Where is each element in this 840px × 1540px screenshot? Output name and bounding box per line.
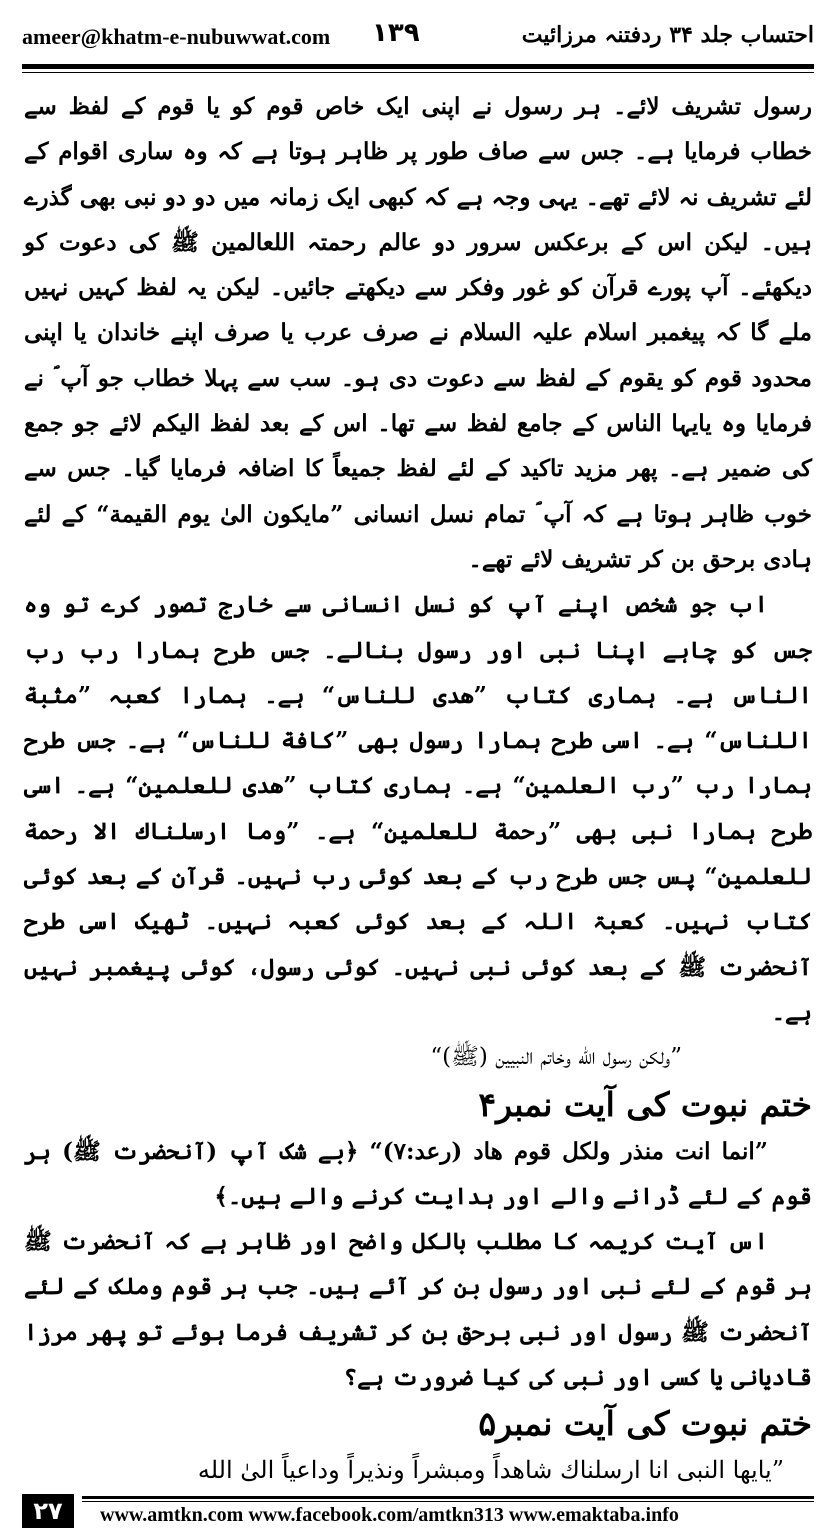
header-page-number: ۱۳۹ xyxy=(372,18,420,48)
paragraph-4: اس آیت کریمہ کا مطلب بالکل واضح اور ظاہر ہے کہ آنحضرت ﷺ ہر قوم کے لئے نبی اور رسول بن کر آئے ہیں۔ جب ہر قوم وملک کے لئے آنحضرت ﷺ رسول اور نبی برحق بن کر تشریف فرما ہوئے تو پھر مرزا قادیانی یا کسی اور نبی کی کیا ضرورت ہے؟ xyxy=(24,1228,812,1392)
header-email: ameer@khatm-e-nubuwwat.com xyxy=(22,24,331,49)
footer-rule-thick xyxy=(82,1496,814,1499)
header-rule-thick xyxy=(22,64,814,69)
paragraph-3: ”انما انت منذر ولكل قوم هاد (رعد:۷)“ ﴿بے شک آپ (آنحضرت ﷺ) ہر قوم کے لئے ڈرانے والے اور ہدایت کرنے والے ہیں۔﴾ xyxy=(24,1137,812,1210)
heading-verse-4: ختم نبوت کی آیت نمبر۴ xyxy=(478,1084,812,1124)
paragraph-1: رسول تشریف لائے۔ ہر رسول نے اپنی ایک خاص قوم کو یا قوم کے لفظ سے خطاب فرمایا ہے۔ جس سے صاف طور پر ظاہر ہوتا ہے کہ وہ ساری اقوام کے لئے تشریف نہ لائے تھے۔ یہی وجہ ہے کہ کبھی ایک زمانہ میں دو دو نبی بھی گذرے ہیں۔ لیکن اس کے برعکس سرور دو عالم رحمتہ اللعالمین ﷺ کی دعوت کو دیکھئے۔ آپ پورے قرآن کو غور وفکر سے دیکھتے جائیں۔ لیکن یہ لفظ کہیں نہیں ملے گا کہ پیغمبر اسلام علیہ السلام نے صرف عرب یا صرف اپنے خاندان یا اپنی محدود قوم کو یقوم کے لفظ سے دعوت دی ہو۔ سب سے پہلا خطاب جو آپ ؐ نے فرمایا وہ یایہا الناس کے جامع لفظ سے تھا۔ اس کے بعد لفظ الیکم لائے جو جمع کی ضمیر ہے۔ پھر مزید تاکید کے لئے لفظ جمیعاً کا اضافہ فرمایا گیا۔ جس سے خوب ظاہر ہوتا ہے کہ آپ ؐ تمام نسل انسانی ”مایکون الیٰ یوم القیمة“ کے لئے ہادی برحق بن کر تشریف لائے تھے۔ xyxy=(24,93,812,573)
footer-page-box: ۲۷ xyxy=(22,1494,74,1528)
page-body xyxy=(24,84,812,1494)
footer-rule-thin xyxy=(82,1501,814,1502)
page-footer xyxy=(22,1494,814,1532)
heading-verse-5: ختم نبوت کی آیت نمبر۵ xyxy=(478,1404,812,1444)
header-book-title: احتساب جلد ۳۴ ردفتنہ مرزائیت xyxy=(521,22,814,48)
paragraph-2: اب جو شخص اپنے آپ کو نسل انسانی سے خارج تصور کرے تو وہ جس کو چاہے اپنا نبی اور رسول بنالے۔ جس طرح ہمارا رب رب الناس ہے۔ ہماری کتاب ”ھدی للناس“ ہے۔ ہمارا کعبہ ”مثبة اللناس“ ہے۔ اسی طرح ہمارا رسول بھی ”کافة للناس“ ہے۔ جس طرح ہمارا رب ”رب العلمین“ ہے۔ ہماری کتاب ”ھدی للعلمین“ ہے۔ اسی طرح ہمارا نبی بھی ”رحمة للعلمین“ ہے۔ ”وما ارسلناك الا رحمة للعلمین“ پس جس طرح رب کے بعد کوئی رب نہیں۔ قرآن کے بعد کوئی کتاب نہیں۔ کعبۃ اللہ کے بعد کوئی کعبہ نہیں۔ ٹھیک اسی طرح آنحضرت ﷺ کے بعد کوئی نبی نہیں۔ کوئی رسول، کوئی پیغمبر نہیں ہے۔ xyxy=(24,591,812,1026)
footer-links[interactable]: www.amtkn.com www.facebook.com/amtkn313 www.emaktaba.info xyxy=(100,1504,679,1526)
quote-verse-5: ”یایها النبی انا ارسلناك شاهداً ومبشراً ونذیراً وداعیاً الیٰ الله xyxy=(197,1456,784,1485)
header-rule-thin xyxy=(22,72,814,73)
page-header xyxy=(22,18,814,58)
quote-khatam-nabiyeen: ”ولكن رسول الله وخاتم النبيين (ﷺ)“ xyxy=(430,1044,682,1071)
